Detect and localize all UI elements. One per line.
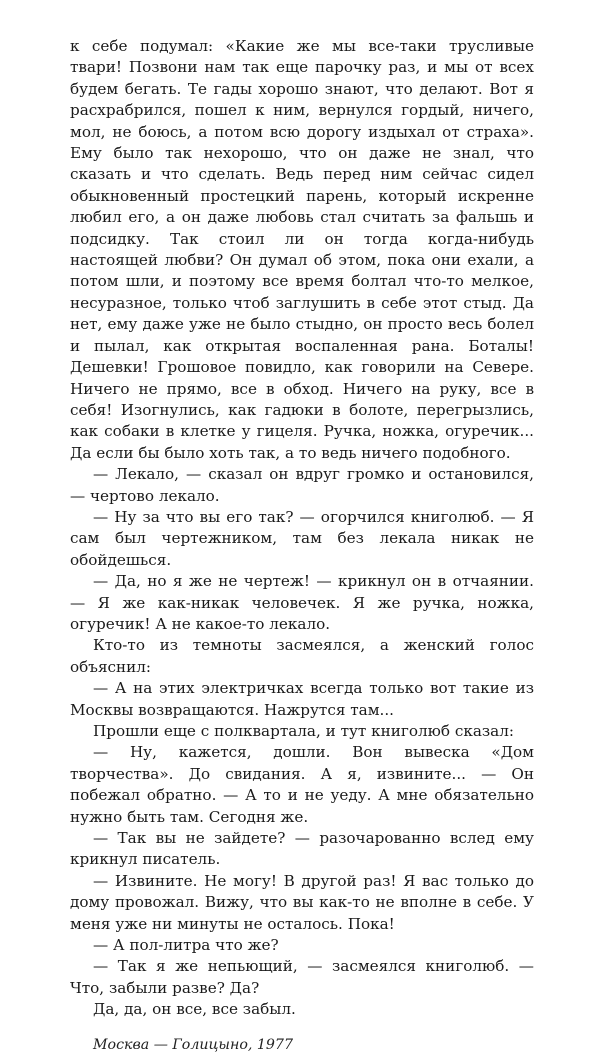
paragraph: — Так я же непьющий, — засмеялся книголюб. — Что, забыли разве? Да? — [70, 957, 534, 997]
paragraph: — Ну за что вы его так? — огорчился книголюб. — Я сам был чертежником, там без лекала никак не обойдешься. — [70, 507, 534, 569]
paragraph: Прошли еще с полквартала, и тут книголюб сказал: — [93, 722, 514, 740]
paragraph: — Так вы не зайдете? — разочарованно вслед ему крикнул писатель. — [70, 829, 534, 869]
place-date-signature: Москва — Голицыно, 1977 — [93, 1036, 293, 1053]
paragraph: — Ну, кажется, дошли. Вон вывеска «Дом творчества». До свидания. А я, извините... — Он побежал обратно. — А то и не уеду. А мне обязательно нужно быть там. Сегодня же. — [70, 743, 534, 826]
paragraph: — Да, но я же не чертеж! — крикнул он в отчаянии. — Я же как-никак человечек. Я же ручка, ножка, огуречик! А не какое-то лекало. — [70, 572, 534, 633]
paragraph: — А пол-литра что же? — [93, 936, 279, 955]
paragraph: к себе подумал: «Какие же мы все-таки трусливые твари! Позвони нам так еще парочку раз, и мы от всех будем бегать. Те гады хорошо знают, что делают. Вот я расхрабрился, пошел к ним, вернулся гордый, ничего, мол, не боюсь, а потом всю дорогу издыхал от страха». Ему было так нехорошо, что он даже не знал, что сказать и что сделать. Ведь перед ним сейчас сидел обыкновенный простецкий парень, который искренне любил его, а он даже любовь стал считать за фальшь и подсидку. Так стоил ли он тогда когда-нибудь настоящей любви? Он думал об этом, пока они ехали, а потом шли, и поэтому все время болтал что-то мелкое, несуразное, только чтоб заглушить в себе этот стыд. Да нет, ему даже уже не было стыдно, он просто весь болел и пылал, как открытая воспаленная рана. Боталы! Дешевки! Грошовое повидло, как говорили на Севере. Ничего не прямо, все в обход. Ничего на руку, все в себя! Изогнулись, как гадюки в болоте, перегрызлись, как собаки в клетке у гицеля. Ручка, ножка, огуречик... Да если бы было хоть так, а то ведь ничего подобного. — [70, 37, 534, 462]
paragraph: Кто-то из темноты засмеялся, а женский голос объяснил: — [70, 636, 534, 676]
paragraph: — Лекало, — сказал он вдруг громко и остановился, — чертово лекало. — [70, 465, 534, 505]
book-page — [70, 36, 534, 1056]
paragraph: — А на этих электричках всегда только вот такие из Москвы возвращаются. Нажрутся там... — [70, 679, 534, 719]
paragraph: — Извините. Не могу! В другой раз! Я вас только до дому провожал. Вижу, что вы как-то не вполне в себе. У меня уже ни минуты не осталось. Пока! — [70, 871, 534, 933]
paragraph: Да, да, он все, все забыл. — [93, 1000, 296, 1019]
